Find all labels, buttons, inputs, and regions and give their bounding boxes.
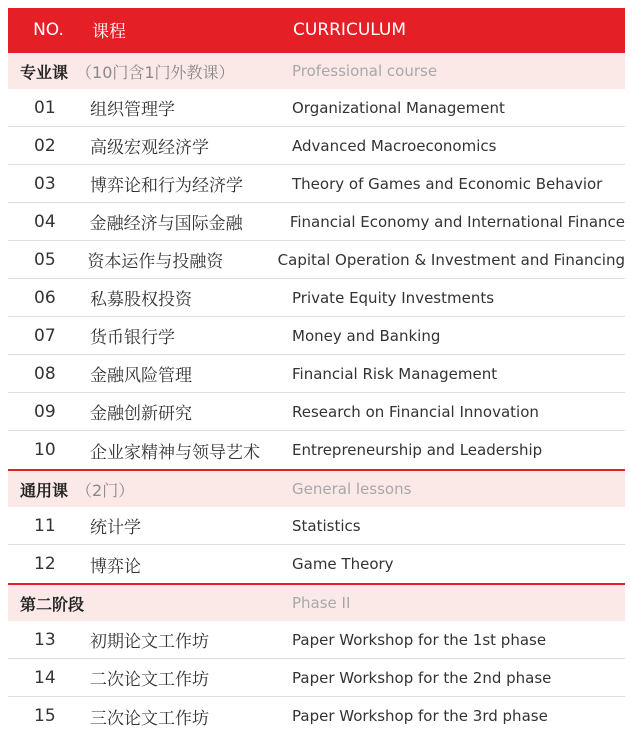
course-name-zh: 初期论文工作坊 bbox=[90, 632, 209, 652]
course-number: 06 bbox=[34, 287, 56, 308]
course-number: 03 bbox=[34, 173, 56, 194]
course-name-en: Paper Workshop for the 1st phase bbox=[292, 630, 547, 649]
course-group bbox=[8, 507, 625, 583]
course-row bbox=[8, 545, 625, 583]
course-group bbox=[8, 89, 625, 469]
course-number: 08 bbox=[34, 363, 56, 384]
category-title-zh: 通用课 bbox=[20, 480, 69, 500]
course-name-zh: 博弈论和行为经济学 bbox=[90, 176, 243, 196]
course-row bbox=[8, 659, 625, 697]
course-row bbox=[8, 507, 625, 545]
course-name-en: Capital Operation & Investment and Financing bbox=[277, 250, 625, 269]
course-name-en: Entrepreneurship and Leadership bbox=[292, 441, 543, 459]
category-note: （2门） bbox=[76, 480, 135, 500]
course-number: 15 bbox=[34, 706, 56, 726]
course-name-zh: 组织管理学 bbox=[90, 100, 175, 120]
category-title bbox=[8, 478, 289, 501]
course-number: 04 bbox=[34, 211, 56, 232]
category-title-en: Phase II bbox=[292, 594, 351, 612]
category-title-zh: 专业课 bbox=[20, 62, 69, 82]
course-name-en: Paper Workshop for the 2nd phase bbox=[292, 668, 552, 687]
course-row bbox=[8, 393, 625, 431]
course-number: 01 bbox=[34, 97, 56, 118]
course-row bbox=[8, 697, 625, 735]
category-title-en: General lessons bbox=[292, 480, 412, 498]
category-title bbox=[8, 592, 289, 615]
category-row bbox=[8, 583, 625, 621]
course-name-en: Research on Financial Innovation bbox=[292, 402, 539, 421]
category-note: （10门含1门外教课） bbox=[76, 62, 235, 82]
course-name-zh: 二次论文工作坊 bbox=[90, 670, 209, 690]
course-number: 02 bbox=[34, 135, 56, 156]
course-number: 13 bbox=[34, 629, 56, 650]
course-name-en: Theory of Games and Economic Behavior bbox=[292, 174, 603, 193]
table-header bbox=[8, 8, 625, 51]
course-row bbox=[8, 241, 625, 279]
course-name-en: Private Equity Investments bbox=[292, 288, 495, 307]
course-row bbox=[8, 431, 625, 469]
course-name-zh: 私募股权投资 bbox=[90, 290, 192, 310]
category-title-zh: 第二阶段 bbox=[20, 594, 85, 614]
course-row bbox=[8, 127, 625, 165]
course-number: 11 bbox=[34, 515, 56, 536]
course-row bbox=[8, 279, 625, 317]
course-name-zh: 金融经济与国际金融 bbox=[89, 214, 243, 234]
course-row bbox=[8, 203, 625, 241]
header-no: NO. bbox=[33, 19, 64, 40]
course-name-en: Financial Risk Management bbox=[292, 364, 498, 383]
course-name-zh: 金融创新研究 bbox=[90, 404, 192, 424]
course-name-en: Statistics bbox=[292, 516, 361, 535]
course-name-zh: 金融风险管理 bbox=[90, 366, 192, 386]
course-name-en: Paper Workshop for the 3rd phase bbox=[292, 707, 548, 725]
course-number: 07 bbox=[34, 325, 56, 346]
course-number: 14 bbox=[34, 667, 56, 688]
category-row bbox=[8, 51, 625, 89]
header-course: 课程 bbox=[92, 22, 126, 42]
course-group bbox=[8, 621, 625, 735]
course-name-en: Game Theory bbox=[292, 555, 394, 573]
course-number: 05 bbox=[34, 249, 56, 270]
course-name-zh: 资本运作与投融资 bbox=[87, 252, 224, 272]
course-row bbox=[8, 89, 625, 127]
course-name-en: Organizational Management bbox=[292, 98, 505, 117]
course-number: 12 bbox=[34, 554, 56, 574]
curriculum-table bbox=[8, 8, 625, 735]
course-name-zh: 货币银行学 bbox=[90, 328, 175, 348]
header-curriculum: CURRICULUM bbox=[293, 19, 406, 40]
course-number: 09 bbox=[34, 401, 56, 422]
course-row bbox=[8, 165, 625, 203]
course-row bbox=[8, 355, 625, 393]
course-name-en: Money and Banking bbox=[292, 326, 441, 345]
table-body bbox=[8, 51, 625, 735]
course-name-en: Advanced Macroeconomics bbox=[292, 136, 497, 155]
category-row bbox=[8, 469, 625, 507]
course-name-zh: 企业家精神与领导艺术 bbox=[90, 442, 260, 463]
course-name-zh: 高级宏观经济学 bbox=[90, 138, 209, 158]
course-name-zh: 统计学 bbox=[90, 518, 141, 538]
course-number: 10 bbox=[34, 440, 56, 460]
category-title-en: Professional course bbox=[292, 62, 438, 80]
category-title bbox=[8, 60, 289, 83]
course-name-zh: 博弈论 bbox=[90, 556, 141, 577]
course-row bbox=[8, 621, 625, 659]
course-row bbox=[8, 317, 625, 355]
course-name-en: Financial Economy and International Finance bbox=[289, 212, 625, 231]
course-name-zh: 三次论文工作坊 bbox=[90, 708, 209, 729]
